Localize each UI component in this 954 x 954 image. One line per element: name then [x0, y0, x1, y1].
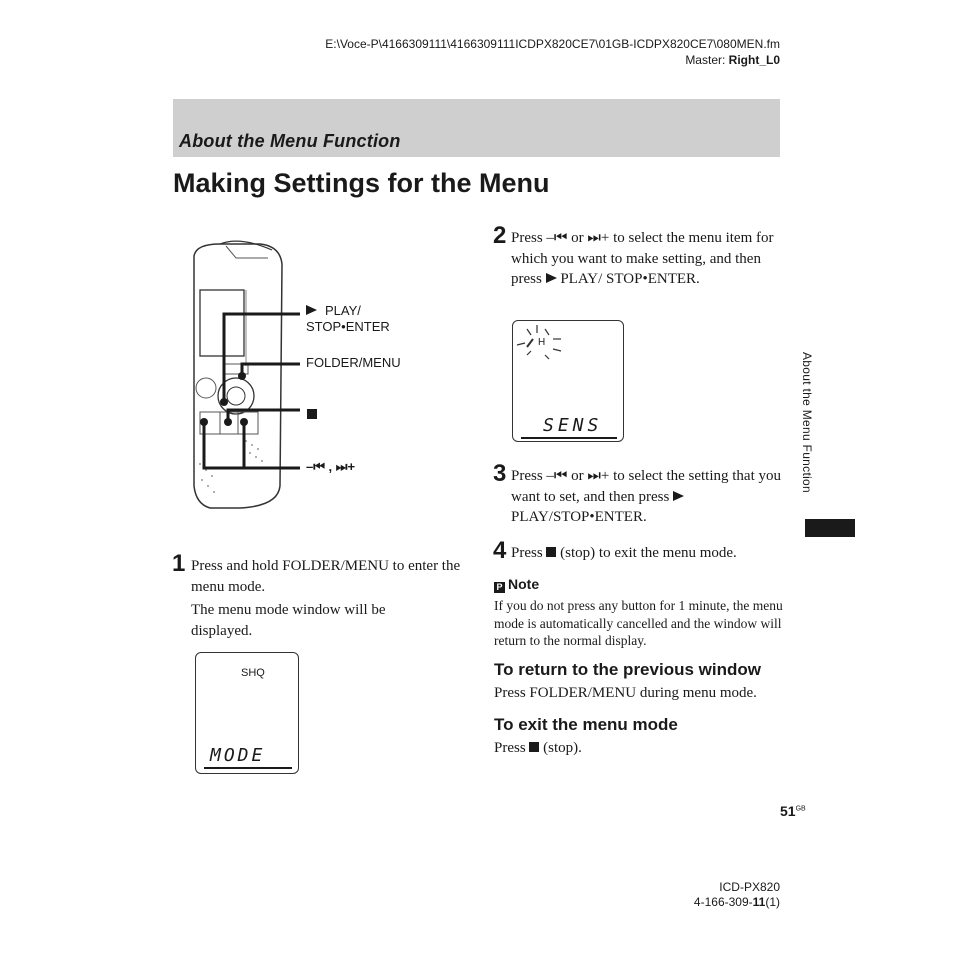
skip-buttons-label: –⏮ , ⏭+	[306, 459, 356, 474]
play-icon	[546, 273, 557, 283]
step-2-text: Press –⏮ or ⏭+ to select the menu item for which you want to make setting, and then press PLAY/ STOP•ENTER.	[511, 230, 774, 287]
lcd-mode-text: MODE	[210, 745, 266, 766]
footer-model: ICD-PX820	[719, 880, 780, 894]
file-path: E:\Voce-P\4166309111\4166309111ICDPX820CE7\01GB-ICDPX820CE7\080MEN.fm	[325, 37, 780, 51]
note-heading: P Note	[494, 576, 539, 593]
stop-icon	[546, 547, 556, 557]
play-icon	[306, 305, 317, 315]
footer	[694, 880, 780, 910]
lcd-mode-window	[195, 652, 299, 774]
play-icon	[673, 491, 684, 501]
side-tab-label: About the Menu Function	[800, 352, 814, 493]
step-4-number: 4	[493, 537, 507, 564]
page-title: Making Settings for the Menu	[173, 168, 550, 198]
lcd-shq-indicator: SHQ	[241, 667, 265, 679]
page-number: $51^{GB}$	[780, 803, 806, 819]
lcd-h-indicator: H	[538, 337, 546, 348]
section-title: About the Menu Function	[179, 131, 401, 151]
step-1-number: 1	[172, 550, 186, 577]
file-header	[325, 36, 780, 68]
step-1-text: Press and hold FOLDER/MENU to enter the menu mode.	[191, 558, 461, 595]
master-line: Master: Right_L0	[685, 53, 780, 67]
step-4-text: Press (stop) to exit the menu mode.	[511, 545, 737, 561]
return-body: Press FOLDER/MENU during menu mode.	[494, 685, 757, 701]
note-icon: P	[494, 582, 505, 593]
step-2-number: 2	[493, 222, 507, 249]
lcd-sens-window	[512, 320, 624, 442]
play-stop-enter-label: PLAY/ STOP•ENTER	[306, 303, 390, 334]
stop-icon	[307, 406, 317, 424]
lcd-sens-text: SENS	[543, 415, 603, 436]
stop-icon	[529, 742, 539, 752]
step-1-subtext: The menu mode window will be displayed.	[191, 602, 386, 639]
step-3-number: 3	[493, 460, 507, 487]
return-heading: To return to the previous window	[494, 660, 761, 679]
master-value: Right_L0	[728, 53, 780, 67]
exit-body: Press (stop).	[494, 740, 582, 756]
side-tab-marker	[805, 519, 855, 537]
folder-menu-label: FOLDER/MENU	[306, 355, 401, 370]
note-body: If you do not press any button for 1 minute, the menu mode is automatically cancelled and the window will return to the normal display.	[494, 598, 783, 648]
step-3-text: Press –⏮ or ⏭+ to select the setting that you want to set, and then press PLAY/STOP•ENTER.	[511, 468, 782, 525]
footer-code: 4-166-309-11(1)	[693, 895, 780, 909]
lcd-underline	[521, 437, 617, 439]
ic-recorder-illustration	[180, 236, 300, 516]
lcd-underline	[204, 767, 292, 769]
exit-heading: To exit the menu mode	[494, 715, 678, 734]
